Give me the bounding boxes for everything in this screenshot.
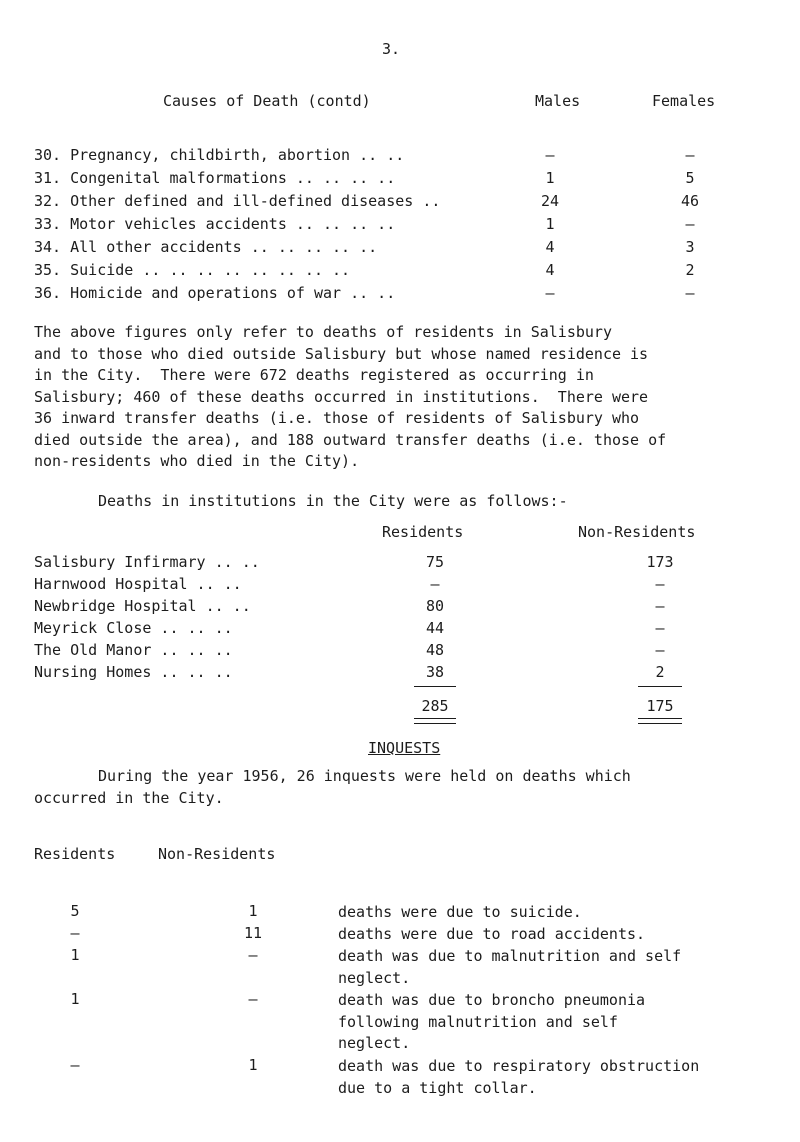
page-number: 3. <box>382 40 401 58</box>
inquests-paragraph: During the year 1956, 26 inquests were held on deaths which occurred in the City. <box>34 767 631 807</box>
inquest-text: deaths were due to road accidents. <box>338 925 646 943</box>
institution-residents: 48 <box>425 641 445 659</box>
column-header-residents: Residents <box>382 523 464 541</box>
inquests-column-residents: Residents <box>34 845 116 863</box>
cause-females: 5 <box>685 169 695 187</box>
cause-label: 30. Pregnancy, childbirth, abortion .. .. <box>34 146 405 164</box>
inquest-residents: 1 <box>70 946 80 964</box>
institution-residents: – <box>430 575 440 593</box>
subtotal-rule-residents <box>414 686 456 687</box>
inquest-non-residents: 1 <box>248 902 258 920</box>
cause-females: 3 <box>685 238 695 256</box>
causes-title: Causes of Death (contd) <box>163 92 371 110</box>
institution-non-residents: 2 <box>655 663 665 681</box>
inquest-text: death was due to respiratory obstruction due to a tight collar. <box>338 1057 700 1097</box>
cause-males: 24 <box>540 192 560 210</box>
inquest-residents: 5 <box>70 902 80 920</box>
subtotal-rule-non-residents <box>638 686 682 687</box>
inquest-residents: – <box>70 924 80 942</box>
institution-label: Salisbury Infirmary .. .. <box>34 553 260 571</box>
cause-males: – <box>545 146 555 164</box>
cause-males: 1 <box>545 215 555 233</box>
institution-non-residents: – <box>655 575 665 593</box>
cause-label: 33. Motor vehicles accidents .. .. .. .. <box>34 215 396 233</box>
institution-label: Newbridge Hospital .. .. <box>34 597 251 615</box>
cause-females: 2 <box>685 261 695 279</box>
inquest-residents: – <box>70 1056 80 1074</box>
institution-residents: 38 <box>425 663 445 681</box>
total-double-rule-non-residents <box>638 718 682 724</box>
cause-males: – <box>545 284 555 302</box>
cause-females: – <box>685 146 695 164</box>
inquest-non-residents: 1 <box>248 1056 258 1074</box>
institutions-intro: Deaths in institutions in the City were as follows:- <box>98 492 568 510</box>
institution-residents: 44 <box>425 619 445 637</box>
total-residents: 285 <box>421 697 449 715</box>
cause-label: 35. Suicide .. .. .. .. .. .. .. .. <box>34 261 351 279</box>
cause-males: 1 <box>545 169 555 187</box>
residency-paragraph: The above figures only refer to deaths of residents in Salisbury and to those who died outside Salisbury but whose named residence is in the City. There were 672 deaths registered as occurring in Salisbury; 460 of these deaths occurred in institutions. There were 36 inward transfer deaths (i.e. those of residents of Salisbury who died outside the area), and 188 outward transfer deaths (i.e. those of non-residents who died in the City). <box>34 323 667 470</box>
inquest-text: deaths were due to suicide. <box>338 903 582 921</box>
inquests-heading: INQUESTS <box>368 739 441 757</box>
cause-females: – <box>685 215 695 233</box>
cause-males: 4 <box>545 238 555 256</box>
institution-non-residents: – <box>655 597 665 615</box>
cause-label: 31. Congenital malformations .. .. .. .. <box>34 169 396 187</box>
inquest-text: death was due to broncho pneumonia following malnutrition and self neglect. <box>338 991 646 1052</box>
total-double-rule-residents <box>414 718 456 724</box>
cause-label: 36. Homicide and operations of war .. .. <box>34 284 396 302</box>
cause-females: – <box>685 284 695 302</box>
cause-females: 46 <box>680 192 700 210</box>
column-header-males: Males <box>535 92 581 110</box>
institution-label: Meyrick Close .. .. .. <box>34 619 233 637</box>
cause-males: 4 <box>545 261 555 279</box>
institution-label: The Old Manor .. .. .. <box>34 641 233 659</box>
institution-residents: 75 <box>425 553 445 571</box>
inquest-text: death was due to malnutrition and self neglect. <box>338 947 682 987</box>
institution-non-residents: 173 <box>646 553 674 571</box>
institution-residents: 80 <box>425 597 445 615</box>
cause-label: 32. Other defined and ill-defined diseases .. <box>34 192 441 210</box>
column-header-non-residents: Non-Residents <box>578 523 696 541</box>
inquest-residents: 1 <box>70 990 80 1008</box>
cause-label: 34. All other accidents .. .. .. .. .. <box>34 238 378 256</box>
institution-non-residents: – <box>655 619 665 637</box>
inquests-column-non-residents: Non-Residents <box>158 845 276 863</box>
institution-label: Harnwood Hospital .. .. <box>34 575 242 593</box>
inquest-non-residents: 11 <box>243 924 263 942</box>
inquest-non-residents: – <box>248 990 258 1008</box>
institution-non-residents: – <box>655 641 665 659</box>
institution-label: Nursing Homes .. .. .. <box>34 663 233 681</box>
total-non-residents: 175 <box>646 697 674 715</box>
column-header-females: Females <box>652 92 716 110</box>
inquest-non-residents: – <box>248 946 258 964</box>
